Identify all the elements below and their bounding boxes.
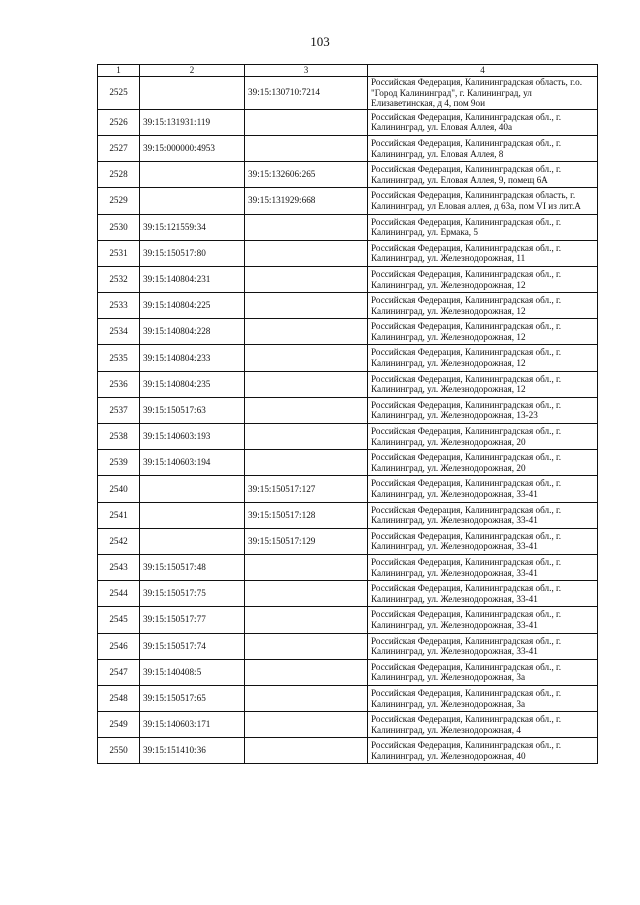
address-cell: Российская Федерация, Калининградская обл., г. Калининград, ул. Железнодорожная, 4 — [368, 712, 598, 738]
address-cell: Российская Федерация, Калининградская обл., г. Калининград, ул. Еловая Аллея, 8 — [368, 135, 598, 161]
table-row — [98, 240, 598, 266]
cadastral-number-col2: 39:15:151410:36 — [140, 738, 245, 764]
address-cell: Российская Федерация, Калининградская обл., г. Калининград, ул. Железнодорожная, 33-41 — [368, 581, 598, 607]
row-number: 2537 — [98, 397, 140, 423]
cadastral-number-col3 — [245, 109, 368, 135]
cadastral-number-col3 — [245, 712, 368, 738]
address-cell: Российская Федерация, Калининградская обл., г. Калининград, ул. Железнодорожная, 20 — [368, 450, 598, 476]
row-number: 2525 — [98, 77, 140, 110]
table-row — [98, 77, 598, 110]
cadastral-number-col3: 39:15:131929:668 — [245, 188, 368, 214]
cadastral-number-col2: 39:15:150517:80 — [140, 240, 245, 266]
column-header-1: 1 — [98, 65, 140, 77]
address-cell: Российская Федерация, Калининградская обл., г. Калининград, ул. Железнодорожная, 33-41 — [368, 502, 598, 528]
cadastral-number-col2: 39:15:140804:228 — [140, 319, 245, 345]
cadastral-number-col3 — [245, 214, 368, 240]
address-cell: Российская Федерация, Калининградская обл., г. Калининград, ул. Железнодорожная, 12 — [368, 345, 598, 371]
table-row — [98, 162, 598, 188]
cadastral-number-col2: 39:15:131931:119 — [140, 109, 245, 135]
cadastral-number-col3 — [245, 581, 368, 607]
row-number: 2539 — [98, 450, 140, 476]
table-row — [98, 397, 598, 423]
row-number: 2550 — [98, 738, 140, 764]
row-number: 2533 — [98, 293, 140, 319]
row-number: 2538 — [98, 424, 140, 450]
cadastral-number-col2 — [140, 162, 245, 188]
table-row — [98, 607, 598, 633]
cadastral-number-col2: 39:15:140804:235 — [140, 371, 245, 397]
row-number: 2544 — [98, 581, 140, 607]
header-row — [98, 65, 598, 77]
cadastral-number-col3: 39:15:150517:129 — [245, 528, 368, 554]
table-row — [98, 424, 598, 450]
table-row — [98, 712, 598, 738]
row-number: 2543 — [98, 554, 140, 580]
cadastral-number-col2: 39:15:140804:233 — [140, 345, 245, 371]
address-cell: Российская Федерация, Калининградская обл., г. Калининград, ул. Железнодорожная, 33-41 — [368, 528, 598, 554]
table-row — [98, 659, 598, 685]
cadastral-number-col3: 39:15:132606:265 — [245, 162, 368, 188]
table-row — [98, 345, 598, 371]
table-row — [98, 293, 598, 319]
row-number: 2541 — [98, 502, 140, 528]
row-number: 2548 — [98, 685, 140, 711]
address-cell: Российская Федерация, Калининградская обл., г. Калининград, ул. Железнодорожная, 33-41 — [368, 476, 598, 502]
table-row — [98, 554, 598, 580]
property-table — [97, 64, 598, 764]
cadastral-number-col2: 39:15:140603:194 — [140, 450, 245, 476]
cadastral-number-col3 — [245, 554, 368, 580]
address-cell: Российская Федерация, Калининградская обл., г. Калининград, ул. Железнодорожная, 12 — [368, 319, 598, 345]
row-number: 2542 — [98, 528, 140, 554]
cadastral-number-col2 — [140, 528, 245, 554]
cadastral-number-col2: 39:15:150517:63 — [140, 397, 245, 423]
address-cell: Российская Федерация, Калининградская обл., г. Калининград, ул. Железнодорожная, 20 — [368, 424, 598, 450]
row-number: 2547 — [98, 659, 140, 685]
address-cell: Российская Федерация, Калининградская обл., г. Калининград, ул. Ермака, 5 — [368, 214, 598, 240]
row-number: 2540 — [98, 476, 140, 502]
row-number: 2546 — [98, 633, 140, 659]
cadastral-number-col2 — [140, 77, 245, 110]
table-row — [98, 738, 598, 764]
cadastral-number-col3 — [245, 135, 368, 161]
table-row — [98, 476, 598, 502]
address-cell: Российская Федерация, Калининградская обл., г. Калининград, ул. Железнодорожная, 33-41 — [368, 554, 598, 580]
cadastral-number-col3 — [245, 371, 368, 397]
cadastral-number-col2: 39:15:140603:193 — [140, 424, 245, 450]
address-cell: Российская Федерация, Калининградская область, г.о. "Город Калининград", г. Калининград, ул Елизаветинская, д 4, пом 9ои — [368, 77, 598, 110]
row-number: 2545 — [98, 607, 140, 633]
table-row — [98, 266, 598, 292]
page-number: 103 — [310, 34, 330, 49]
table-row — [98, 502, 598, 528]
table-row — [98, 135, 598, 161]
cadastral-number-col3 — [245, 450, 368, 476]
cadastral-number-col3: 39:15:130710:7214 — [245, 77, 368, 110]
cadastral-number-col3: 39:15:150517:127 — [245, 476, 368, 502]
cadastral-number-col2: 39:15:150517:74 — [140, 633, 245, 659]
cadastral-number-col2: 39:15:140603:171 — [140, 712, 245, 738]
address-cell: Российская Федерация, Калининградская обл., г. Калининград, ул. Железнодорожная, 3а — [368, 685, 598, 711]
row-number: 2526 — [98, 109, 140, 135]
cadastral-number-col3 — [245, 240, 368, 266]
cadastral-number-col3 — [245, 397, 368, 423]
column-header-2: 2 — [140, 65, 245, 77]
cadastral-number-col3 — [245, 659, 368, 685]
address-cell: Российская Федерация, Калининградская обл., г. Калининград, ул. Еловая Аллея, 40а — [368, 109, 598, 135]
table-row — [98, 633, 598, 659]
cadastral-number-col2: 39:15:140408:5 — [140, 659, 245, 685]
row-number: 2536 — [98, 371, 140, 397]
column-header-4: 4 — [368, 65, 598, 77]
table-row — [98, 319, 598, 345]
address-cell: Российская Федерация, Калининградская обл., г. Калининград, ул. Железнодорожная, 33-41 — [368, 633, 598, 659]
cadastral-number-col3 — [245, 424, 368, 450]
cadastral-number-col2: 39:15:150517:65 — [140, 685, 245, 711]
cadastral-number-col2: 39:15:000000:4953 — [140, 135, 245, 161]
cadastral-number-col3 — [245, 685, 368, 711]
cadastral-number-col3 — [245, 633, 368, 659]
address-cell: Российская Федерация, Калининградская обл., г. Калининград, ул. Железнодорожная, 12 — [368, 371, 598, 397]
table-row — [98, 109, 598, 135]
address-cell: Российская Федерация, Калининградская обл., г. Калининград, ул. Железнодорожная, 3а — [368, 659, 598, 685]
table-row — [98, 188, 598, 214]
cadastral-number-col2: 39:15:150517:48 — [140, 554, 245, 580]
table-row — [98, 371, 598, 397]
cadastral-number-col3 — [245, 293, 368, 319]
row-number: 2549 — [98, 712, 140, 738]
address-cell: Российская Федерация, Калининградская обл., г. Калининград, ул. Железнодорожная, 12 — [368, 293, 598, 319]
row-number: 2529 — [98, 188, 140, 214]
cadastral-number-col2 — [140, 188, 245, 214]
table-header — [98, 65, 598, 77]
table-row — [98, 581, 598, 607]
cadastral-number-col3 — [245, 607, 368, 633]
address-cell: Российская Федерация, Калининградская обл., г. Калининград, ул. Железнодорожная, 12 — [368, 266, 598, 292]
row-number: 2535 — [98, 345, 140, 371]
cadastral-number-col2: 39:15:121559:34 — [140, 214, 245, 240]
cadastral-number-col3: 39:15:150517:128 — [245, 502, 368, 528]
cadastral-number-col2: 39:15:150517:77 — [140, 607, 245, 633]
cadastral-number-col2: 39:15:140804:231 — [140, 266, 245, 292]
address-cell: Российская Федерация, Калининградская обл., г. Калининград, ул. Железнодорожная, 33-41 — [368, 607, 598, 633]
address-cell: Российская Федерация, Калининградская обл., г. Калининград, ул. Железнодорожная, 11 — [368, 240, 598, 266]
cadastral-number-col2 — [140, 502, 245, 528]
row-number: 2530 — [98, 214, 140, 240]
address-cell: Российская Федерация, Калининградская обл., г. Калининград, ул. Железнодорожная, 40 — [368, 738, 598, 764]
table-row — [98, 528, 598, 554]
row-number: 2528 — [98, 162, 140, 188]
cadastral-number-col2: 39:15:140804:225 — [140, 293, 245, 319]
address-cell: Российская Федерация, Калининградская область, г. Калининград, ул Еловая аллея, д 63а, пом VI из лит.А — [368, 188, 598, 214]
address-cell: Российская Федерация, Калининградская обл., г. Калининград, ул. Еловая Аллея, 9, помещ 6А — [368, 162, 598, 188]
table-body — [98, 77, 598, 764]
table-row — [98, 214, 598, 240]
row-number: 2532 — [98, 266, 140, 292]
cadastral-number-col2 — [140, 476, 245, 502]
cadastral-number-col3 — [245, 345, 368, 371]
cadastral-number-col3 — [245, 266, 368, 292]
cadastral-number-col3 — [245, 319, 368, 345]
cadastral-number-col2: 39:15:150517:75 — [140, 581, 245, 607]
address-cell: Российская Федерация, Калининградская обл., г. Калининград, ул. Железнодорожная, 13-23 — [368, 397, 598, 423]
row-number: 2531 — [98, 240, 140, 266]
cadastral-number-col3 — [245, 738, 368, 764]
row-number: 2527 — [98, 135, 140, 161]
table-row — [98, 685, 598, 711]
table-row — [98, 450, 598, 476]
row-number: 2534 — [98, 319, 140, 345]
column-header-3: 3 — [245, 65, 368, 77]
